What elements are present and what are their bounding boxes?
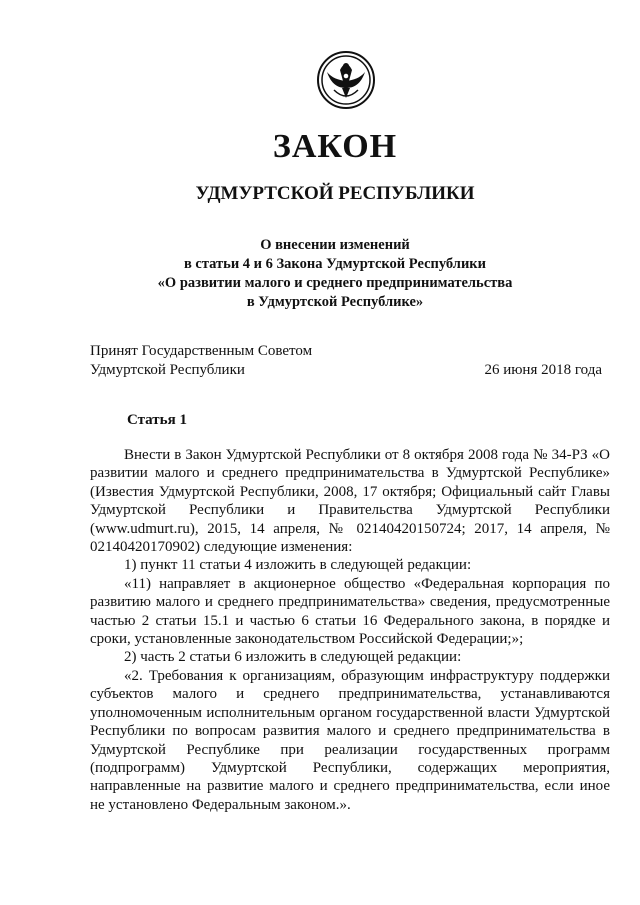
heading-line: в статьи 4 и 6 Закона Удмуртской Республики: [183, 256, 487, 272]
adopted-by: [90, 342, 312, 380]
adopted-line: Удмуртской Республики: [90, 362, 245, 378]
paragraph: Внести в Закон Удмуртской Республики от 8 октября 2008 года № 34-РЗ «О развитии малого и среднего предпринимательства в Удмуртской Республике» (Известия Удмуртской Республики, 2008, 17 октября; Официальный сайт Главы Удмуртской Республики и Правительства Удмуртской Республики (www.udmurt.ru), 2015, 14 апреля, № 02140420150724; 2017, 14 апреля, № 02140420170902) следующие изменения:: [90, 447, 610, 556]
udmurt-republic-emblem-icon: [316, 50, 376, 110]
paragraph: 2) часть 2 статьи 6 изложить в следующей редакции:: [124, 649, 462, 666]
law-title: ЗАКОН: [272, 128, 398, 165]
adopted-line: Принят Государственным Советом: [90, 343, 313, 359]
adopted-date: 26 июня 2018 года: [484, 362, 602, 378]
law-subtitle: УДМУРТСКОЙ РЕСПУБЛИКИ: [195, 183, 475, 204]
article-title: Статья 1: [127, 412, 187, 428]
heading-line: в Удмуртской Республике»: [246, 294, 424, 310]
article-body: [90, 446, 610, 814]
heading-line: «О развитии малого и среднего предпринимательства: [157, 275, 513, 291]
heading-line: О внесении изменений: [260, 237, 410, 253]
paragraph: «11) направляет в акционерное общество «Федеральная корпорация по развитию малого и среднего предпринимательства» сведения, предусмотренные частью 2 статьи 15.1 и частью 6 статьи 16 Федерального закона, в порядке и сроки, установленные законодательством Российской Федерации;»;: [90, 575, 610, 648]
paragraph: 1) пункт 11 статьи 4 изложить в следующей редакции:: [124, 557, 472, 574]
paragraph: «2. Требования к организациям, образующим инфраструктуру поддержки субъектов малого и среднего предпринимательства, устанавливаются уполномоченным исполнительным органом государственной власти Удмуртской Республики по вопросам развития малого и среднего предпринимательства в Удмуртской Республике при реализации государственных программ (подпрограмм) Удмуртской Республики, содержащих мероприятия, направленные на развитие малого и среднего предпринимательства, если иное не установлено Федеральным законом.».: [90, 667, 610, 813]
law-heading: [0, 236, 640, 312]
